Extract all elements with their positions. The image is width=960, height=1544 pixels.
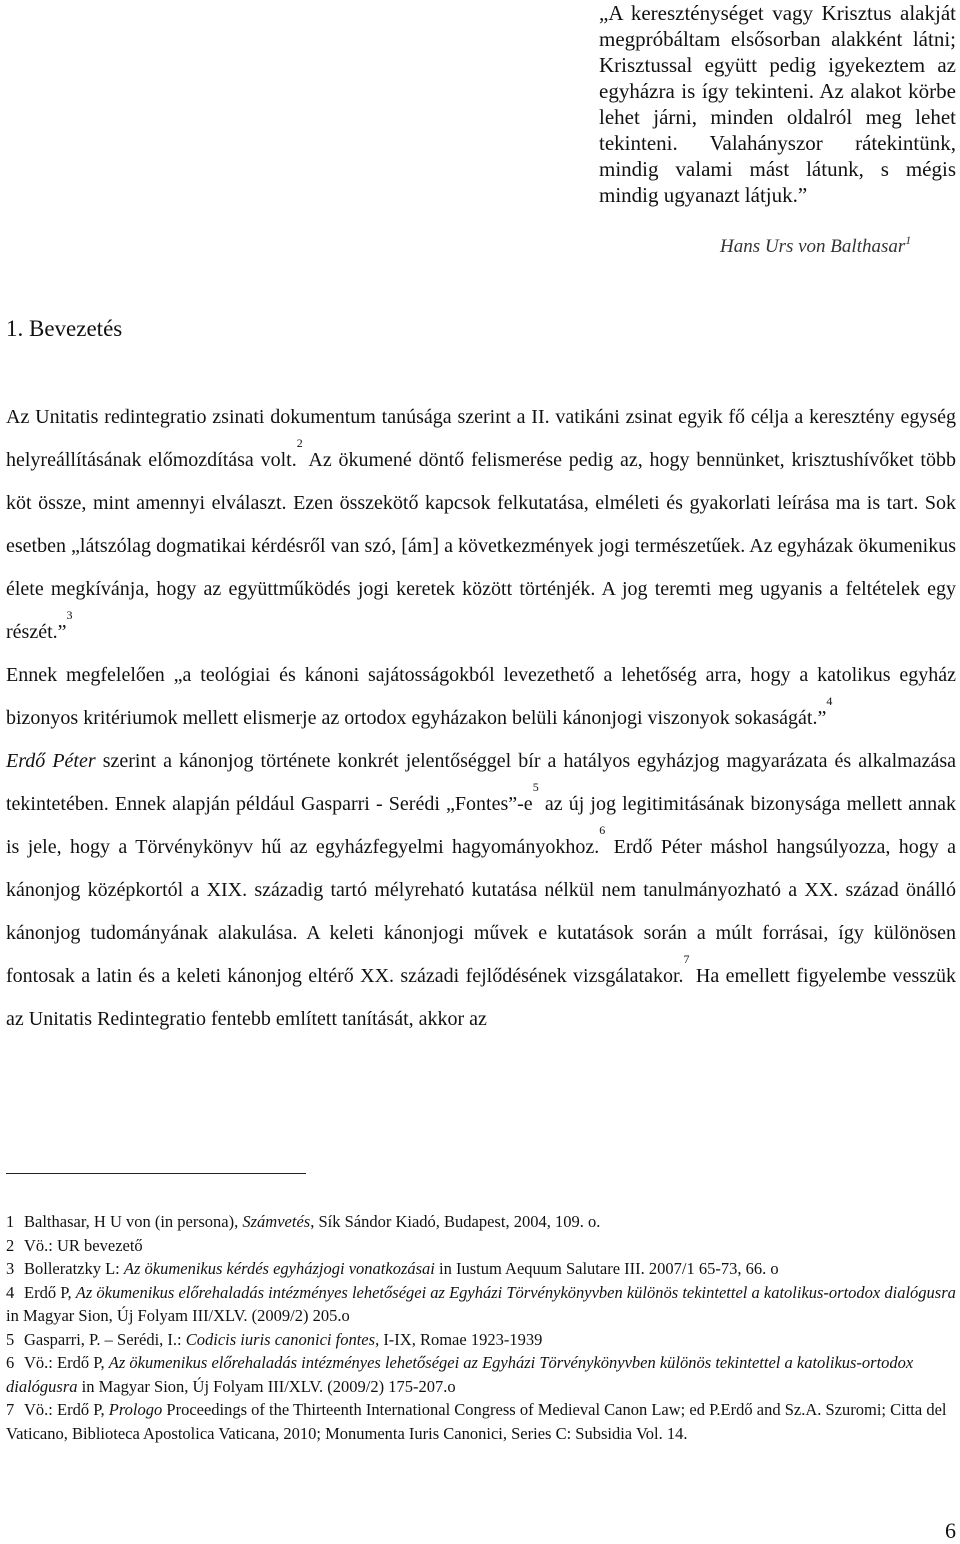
footnote-title: Az ökumenikus előrehaladás intézményes lehetőségei az Egyházi Törvénykönyvben különös tekintettel a katolikus-ortodox dialógusra [75,1282,956,1302]
paragraph-text: Erdő Péter máshol hangsúlyozza, hogy a kánonjog középkortól a XIX. századig tartó mélyreható kutatása nélkül nem tanulmányozható a XX. század önálló kánonjog tudományának alakulása. A keleti kánonjogi művek e kutatások során a múlt forrásai, így különösen fontosak a latin és a keleti kánonjog eltérő XX. századi fejlődésének vizsgálatakor. [6,836,956,987]
epigraph-attribution [720,233,912,258]
footnote [6,1257,956,1281]
footnote-separator [6,1173,306,1174]
paragraph-text: Az ökumené döntő felismerése pedig az, hogy bennünket, krisztushívőket több köt össze, mint amennyi elválaszt. Ezen összekötő kapcsok felkutatása, elméleti és gyakorlati leírása ma is tart. Sok esetben „látszólag dogmatikai kérdésről van szó, [ám] a következmények jogi természetűek. Az egyházak ökumenikus élete megkívánja, hogy az együttműködés jogi keretek között történjék. A jog teremti meg ugyanis a feltételek egy részét.” [6,449,956,643]
footnote-text: , I-IX, Romae 1923-1939 [375,1329,543,1349]
footnote-number: 7 [6,1400,15,1419]
footnotes [6,1210,956,1445]
paragraph [6,740,956,1041]
footnote [6,1328,956,1352]
footnote [6,1281,956,1328]
footnote-ref[interactable]: 4 [826,694,833,708]
paragraph-text: szerint a kánonjog története konkrét jelentőséggel bír a hatályos egyházjog magyarázata és alkalmazása tekintetében. Ennek alapján például Gasparri - Serédi „Fontes”-e [6,750,956,815]
footnote [6,1398,956,1445]
paragraph [6,396,956,654]
body-text [6,396,956,1041]
footnote-text: Gasparri, P. – Serédi, I.: [24,1329,186,1349]
epigraph-text: „A kereszténységet vagy Krisztus alakját megpróbáltam elsősorban alakként látni; Krisztussal együtt pedig igyekeztem az egyházra is így tekinteni. Az alakot körbe lehet járni, minden oldalról meg lehet tekinteni. Valahányszor rátekintünk, mindig valami mást látunk, s mégis mindig ugyanazt látjuk.” [599,1,956,207]
footnote-text: Vö.: UR bevezető [24,1235,143,1255]
footnote-title: Codicis iuris canonici fontes [185,1329,376,1349]
paragraph-text: Ennek megfelelően „a teológiai és kánoni sajátosságokból levezethető a lehetőség arra, hogy a katolikus egyház bizonyos kritériumok mellett elismerje az ortodox egyházakon belüli kánonjogi viszonyok sokaságát.” [6,664,956,729]
footnote-ref[interactable]: 6 [599,823,606,837]
footnote-ref[interactable]: 1 [905,233,912,247]
footnote-text: Vö.: Erdő P, [24,1353,109,1372]
footnote-text: in Iustum Aequum Salutare III. 2007/1 65-73, 66. o [434,1259,779,1278]
footnote-text: Erdő P, [24,1282,76,1302]
footnote [6,1210,956,1234]
footnote-ref[interactable]: 5 [532,780,539,794]
footnote-ref[interactable]: 7 [683,952,690,966]
footnote-text: in Magyar Sion, Új Folyam III/XLV. (2009/2) 205.o [6,1306,350,1325]
footnote-text: in Magyar Sion, Új Folyam III/XLV. (2009/2) 175-207.o [77,1376,456,1396]
footnote-text: , Sík Sándor Kiadó, Budapest, 2004, 109. o. [310,1212,601,1231]
footnote-ref[interactable]: 2 [296,436,303,450]
footnote-number: 4 [6,1282,15,1302]
footnote-number: 1 [6,1212,15,1231]
paragraph-text: Az Unitatis redintegratio zsinati dokumentum tanúsága szerint a II. vatikáni zsinat egyik fő célja a keresztény egység helyreállításának előmozdítása volt. [6,406,956,471]
epigraph-author: Hans Urs von Balthasar [720,236,906,257]
section-heading: 1. Bevezetés [6,316,123,341]
footnote-title: Az ökumenikus előrehaladás intézményes lehetőségei az Egyházi Törvénykönyvben különös tekintettel a katolikus-ortodox dialógusra [6,1353,914,1396]
footnote-title: Prologo [108,1400,163,1419]
footnote [6,1351,956,1398]
author-name: Erdő Péter [6,750,96,772]
paragraph [6,654,956,740]
paragraph-text: az új jog legitimitásának bizonysága mellett annak is jele, hogy a Törvénykönyv hű az egyházfegyelmi hagyományokhoz. [6,793,956,858]
footnote-title: Számvetés [242,1212,311,1231]
page-number: 6 [945,1518,956,1543]
footnote-title: Az ökumenikus kérdés egyházjogi vonatkozásai [123,1259,435,1278]
footnote-number: 2 [6,1235,15,1255]
footnote-number: 3 [6,1259,15,1278]
footnote-number: 6 [6,1353,15,1372]
epigraph [599,0,956,208]
paragraph-text: Ha emellett figyelembe vesszük az Unitatis Redintegratio fentebb említett tanítását, akkor az [6,965,956,1030]
footnote [6,1234,956,1258]
footnote-number: 5 [6,1329,15,1349]
footnote-text: Bolleratzky L: [24,1259,124,1278]
footnote-text: Vö.: Erdő P, [24,1400,109,1419]
footnote-text: Proceedings of the Thirteenth International Congress of Medieval Canon Law; ed P.Erdő and Sz.A. Szuromi; Citta del Vaticano, Biblioteca Apostolica Vaticana, 2010; Monumenta Iuris Canonici, Series C: Subsidia Vol. 14. [6,1400,947,1443]
footnote-text: Balthasar, H U von (in persona), [24,1212,243,1231]
footnote-ref[interactable]: 3 [66,608,73,622]
